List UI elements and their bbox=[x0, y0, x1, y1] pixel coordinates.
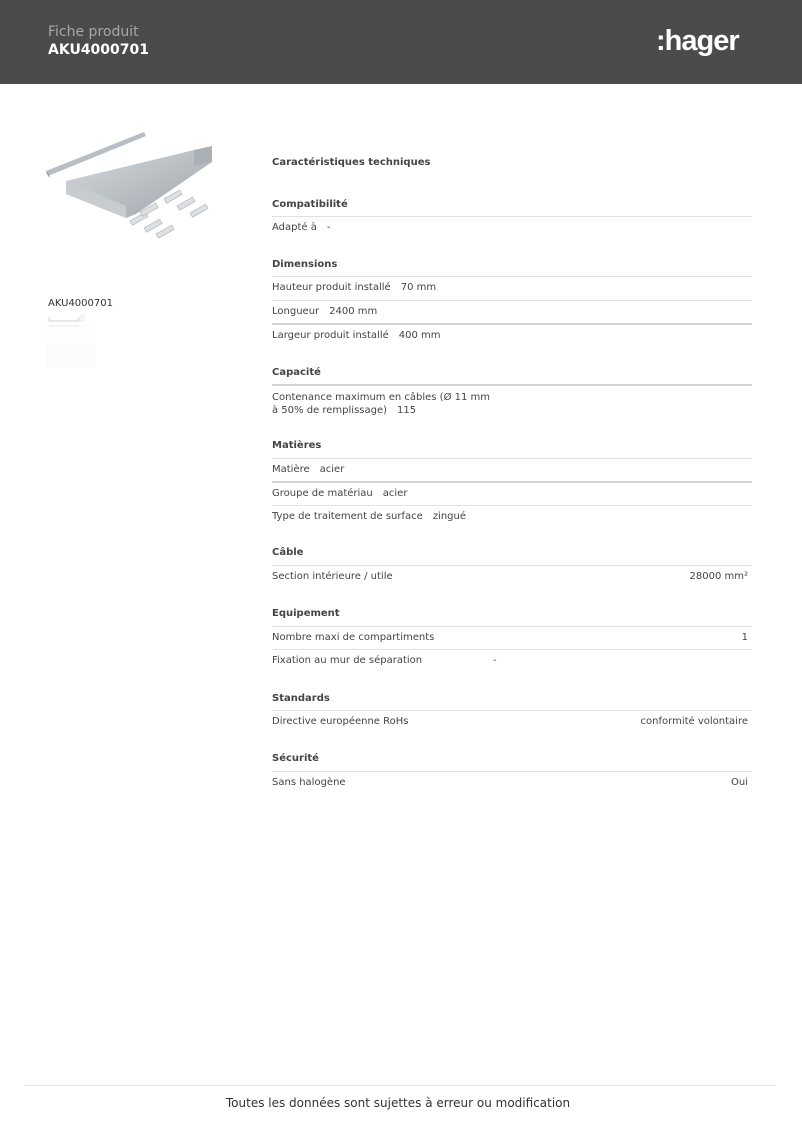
document-type: Fiche produit bbox=[48, 24, 139, 40]
spec-value: Oui bbox=[731, 777, 748, 788]
spec-label: Groupe de matériau bbox=[272, 488, 373, 499]
spec-row bbox=[272, 505, 752, 528]
footer-divider bbox=[24, 1085, 776, 1086]
spec-row bbox=[272, 323, 752, 347]
section-compatibilite bbox=[272, 199, 752, 240]
spec-row bbox=[272, 300, 752, 323]
page-header bbox=[0, 0, 802, 84]
spec-value: 70 mm bbox=[400, 282, 437, 293]
spec-value: - bbox=[326, 222, 331, 233]
product-code-label: AKU4000701 bbox=[48, 298, 113, 309]
hager-logo: :hager bbox=[656, 25, 739, 57]
spec-value: 1 bbox=[741, 632, 748, 643]
spec-value: 2400 mm bbox=[329, 306, 378, 317]
spec-label: Nombre maxi de compartiments bbox=[272, 632, 435, 643]
spec-row bbox=[272, 216, 752, 240]
spec-value: acier bbox=[319, 464, 345, 475]
spec-row bbox=[272, 565, 752, 588]
section-heading: Capacité bbox=[272, 367, 321, 378]
section-capacite bbox=[272, 367, 752, 417]
spec-label: Directive européenne RoHs bbox=[272, 716, 409, 727]
section-heading: Compatibilité bbox=[272, 199, 348, 210]
spec-row bbox=[272, 481, 752, 505]
spec-row bbox=[272, 649, 752, 672]
spec-label: Type de traitement de surface bbox=[272, 511, 423, 522]
section-cable bbox=[272, 547, 752, 588]
section-dimensions bbox=[272, 259, 752, 347]
section-heading: Sécurité bbox=[272, 753, 319, 764]
technical-drawing-icon bbox=[46, 314, 96, 368]
spec-value: 115 bbox=[397, 405, 417, 416]
spec-label: Adapté à bbox=[272, 222, 317, 233]
spec-label: Hauteur produit installé bbox=[272, 282, 391, 293]
section-matieres bbox=[272, 440, 752, 528]
spec-row bbox=[272, 710, 752, 733]
section-heading: Standards bbox=[272, 693, 330, 704]
section-securite bbox=[272, 753, 752, 794]
section-heading: Câble bbox=[272, 547, 304, 558]
section-standards bbox=[272, 693, 752, 733]
section-heading: Matières bbox=[272, 440, 322, 451]
spec-label-cont: à 50% de remplissage) bbox=[272, 405, 388, 416]
spec-value: 400 mm bbox=[398, 330, 441, 341]
section-equipement bbox=[272, 608, 752, 672]
spec-value: 28000 mm² bbox=[689, 571, 748, 582]
spec-label: Matière bbox=[272, 464, 310, 475]
section-heading: Dimensions bbox=[272, 259, 338, 270]
spec-row bbox=[272, 458, 752, 481]
spec-row bbox=[272, 384, 752, 417]
footer-disclaimer: Toutes les données sont sujettes à erreur ou modification bbox=[225, 1096, 571, 1110]
spec-value: zingué bbox=[432, 511, 467, 522]
spec-label: Fixation au mur de séparation bbox=[272, 655, 423, 666]
spec-row bbox=[272, 626, 752, 649]
spec-row bbox=[272, 276, 752, 300]
product-code-title: AKU4000701 bbox=[48, 42, 149, 58]
spec-row bbox=[272, 771, 752, 794]
spec-label: Longueur bbox=[272, 306, 320, 317]
spec-label: Section intérieure / utile bbox=[272, 571, 393, 582]
spec-label: Largeur produit installé bbox=[272, 330, 389, 341]
spec-value: conformité volontaire bbox=[640, 716, 748, 727]
section-heading: Equipement bbox=[272, 608, 340, 619]
spec-label: Sans halogène bbox=[272, 777, 346, 788]
specs-title: Caractéristiques techniques bbox=[272, 157, 431, 168]
spec-label: Contenance maximum en câbles (Ø 11 mm bbox=[272, 392, 491, 403]
spec-value: acier bbox=[382, 488, 408, 499]
spec-value: - bbox=[493, 655, 497, 666]
cable-tray-icon bbox=[44, 126, 216, 238]
